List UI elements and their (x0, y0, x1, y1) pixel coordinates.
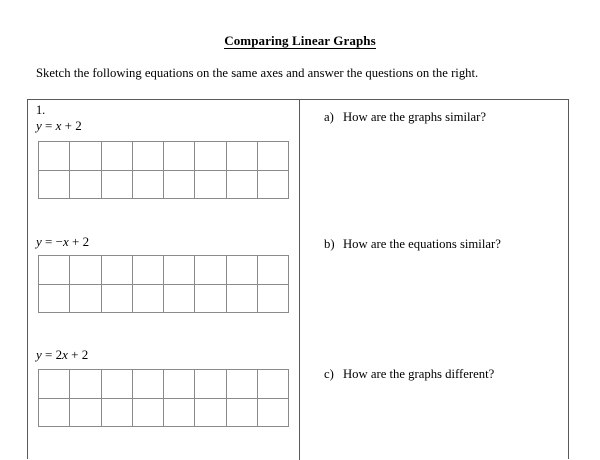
grid-cell[interactable] (133, 399, 164, 428)
grid-cell[interactable] (39, 256, 70, 285)
equations-column (28, 100, 299, 460)
grid-cell[interactable] (258, 256, 289, 285)
question-a-marker: a) (324, 110, 334, 124)
question-b-text: How are the equations similar? (343, 237, 501, 251)
grid-cell[interactable] (102, 256, 133, 285)
grid-cell[interactable] (102, 142, 133, 171)
grid-cell[interactable] (164, 256, 195, 285)
grid-cell[interactable] (258, 171, 289, 200)
grid-cell[interactable] (102, 370, 133, 399)
questions-column (299, 100, 570, 460)
equation-2-lhs: y (36, 234, 42, 249)
grid-cell[interactable] (227, 171, 258, 200)
grid-cell[interactable] (227, 370, 258, 399)
grid-cell[interactable] (227, 142, 258, 171)
grid-cell[interactable] (39, 171, 70, 200)
grid-cell[interactable] (195, 142, 226, 171)
equation-1-lhs: y (36, 118, 42, 133)
grid-cell[interactable] (70, 399, 101, 428)
sketch-grid-2[interactable] (38, 255, 289, 313)
grid-cell[interactable] (102, 171, 133, 200)
grid-cell[interactable] (133, 256, 164, 285)
page-title-text: Comparing Linear Graphs (224, 33, 376, 48)
question-a-text: How are the graphs similar? (343, 110, 487, 124)
grid-cell[interactable] (227, 399, 258, 428)
question-b-marker: b) (324, 237, 335, 251)
grid-cell[interactable] (39, 370, 70, 399)
grid-cell[interactable] (164, 285, 195, 314)
grid-cell[interactable] (258, 370, 289, 399)
equation-2-coefficient: − (55, 234, 63, 249)
equation-1-equals: = (41, 118, 56, 133)
equation-3-equals: = (41, 347, 56, 362)
equation-2 (36, 234, 89, 250)
question-b (324, 237, 501, 252)
equation-1 (36, 118, 82, 134)
grid-cell[interactable] (102, 399, 133, 428)
grid-cell[interactable] (164, 370, 195, 399)
grid-cell[interactable] (164, 399, 195, 428)
equation-3 (36, 347, 88, 363)
question-c (324, 367, 494, 382)
sketch-grid-1[interactable] (38, 141, 289, 199)
equation-2-variable: x (62, 234, 69, 249)
page-title (0, 33, 600, 49)
grid-cell[interactable] (70, 171, 101, 200)
grid-cell[interactable] (39, 285, 70, 314)
grid-cell[interactable] (227, 256, 258, 285)
grid-cell[interactable] (70, 285, 101, 314)
item-number: 1. (36, 103, 46, 117)
grid-cell[interactable] (164, 171, 195, 200)
grid-cell[interactable] (227, 285, 258, 314)
grid-cell[interactable] (70, 142, 101, 171)
grid-cell[interactable] (164, 142, 195, 171)
equation-3-variable: x (62, 347, 68, 362)
equation-1-constant: + 2 (61, 118, 82, 133)
question-c-text: How are the graphs different? (343, 367, 495, 381)
grid-cell[interactable] (258, 399, 289, 428)
equation-1-variable: x (55, 118, 62, 133)
equation-2-equals: = (41, 234, 56, 249)
question-c-marker: c) (324, 367, 334, 381)
equation-2-constant: + 2 (68, 234, 90, 249)
grid-cell[interactable] (195, 256, 226, 285)
equation-3-coefficient: 2 (55, 347, 63, 362)
question-a (324, 110, 486, 125)
grid-cell[interactable] (195, 399, 226, 428)
grid-cell[interactable] (133, 171, 164, 200)
grid-cell[interactable] (70, 370, 101, 399)
grid-cell[interactable] (102, 285, 133, 314)
grid-cell[interactable] (133, 285, 164, 314)
grid-cell[interactable] (195, 285, 226, 314)
grid-cell[interactable] (195, 171, 226, 200)
grid-cell[interactable] (133, 142, 164, 171)
sketch-grid-3[interactable] (38, 369, 289, 427)
worksheet-table (27, 99, 569, 459)
equation-3-lhs: y (36, 347, 42, 362)
equation-3-constant: + 2 (67, 347, 89, 362)
grid-cell[interactable] (195, 370, 226, 399)
grid-cell[interactable] (133, 370, 164, 399)
grid-cell[interactable] (70, 256, 101, 285)
instruction-text: Sketch the following equations on the same axes and answer the questions on the right. (36, 66, 479, 80)
grid-cell[interactable] (39, 399, 70, 428)
grid-cell[interactable] (258, 285, 289, 314)
grid-cell[interactable] (258, 142, 289, 171)
grid-cell[interactable] (39, 142, 70, 171)
